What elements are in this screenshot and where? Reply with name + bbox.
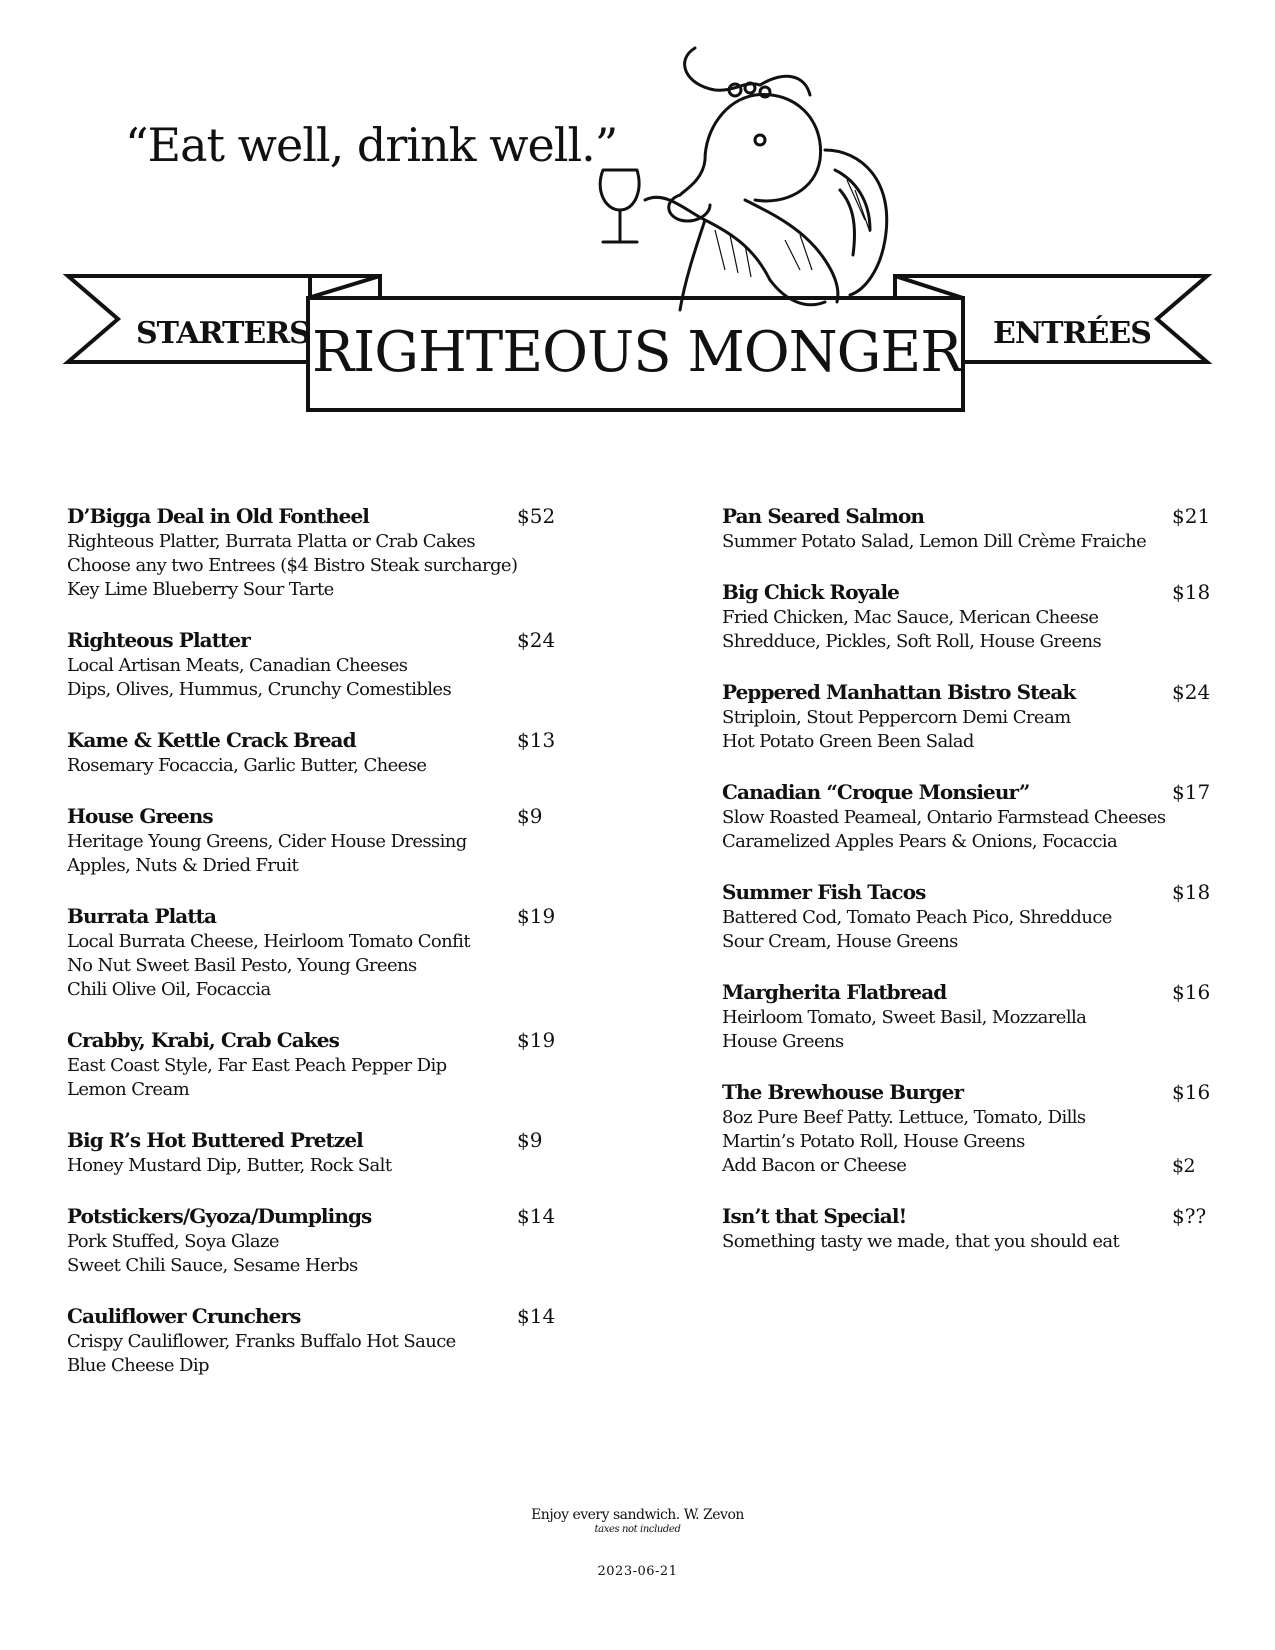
- menu-item: [722, 579, 1212, 654]
- menu-item-description: [722, 906, 1212, 930]
- menu-item-price: $9: [517, 804, 543, 828]
- menu-item-description: [67, 678, 557, 702]
- menu-item-description: [67, 578, 557, 602]
- menu-item-name: Burrata Platta: [67, 904, 217, 928]
- menu-item-header: [67, 503, 557, 530]
- description-text: Rosemary Focaccia, Garlic Butter, Cheese: [67, 755, 427, 776]
- menu-item-header: [722, 979, 1212, 1006]
- menu-item-header: [67, 1027, 557, 1054]
- menu-item-price: $24: [517, 628, 556, 652]
- menu-item-price: $24: [1172, 680, 1211, 704]
- motto-quote: “Eat well, drink well.”: [125, 118, 618, 172]
- menu-item-price: $19: [517, 1028, 556, 1052]
- menu-item-name: Pan Seared Salmon: [722, 504, 925, 528]
- menu-item-header: [67, 1203, 557, 1230]
- description-text: Something tasty we made, that you should eat: [722, 1231, 1120, 1252]
- menu-item: [722, 679, 1212, 754]
- menu-item-description: [67, 1254, 557, 1278]
- menu-item-header: [67, 903, 557, 930]
- menu-item-name: Kame & Kettle Crack Bread: [67, 728, 356, 752]
- description-text: Fried Chicken, Mac Sauce, Merican Cheese: [722, 607, 1099, 628]
- entrees-column: [722, 503, 1212, 1279]
- menu-item-description: [67, 530, 557, 554]
- menu-item-header: [722, 1079, 1212, 1106]
- menu-item-description: [722, 1106, 1212, 1130]
- description-text: Slow Roasted Peameal, Ontario Farmstead Cheeses: [722, 807, 1166, 828]
- menu-header: [0, 0, 1275, 420]
- menu-item-description: [67, 654, 557, 678]
- description-text: No Nut Sweet Basil Pesto, Young Greens: [67, 955, 417, 976]
- description-text: Honey Mustard Dip, Butter, Rock Salt: [67, 1155, 392, 1176]
- menu-item-header: [722, 879, 1212, 906]
- menu-item-description: [722, 1030, 1212, 1054]
- description-text: Shredduce, Pickles, Soft Roll, House Greens: [722, 631, 1102, 652]
- menu-item-description: [722, 606, 1212, 630]
- menu-item-description: [67, 1230, 557, 1254]
- description-text: Pork Stuffed, Soya Glaze: [67, 1231, 279, 1252]
- menu-item-description: [67, 930, 557, 954]
- starters-heading: STARTERS: [136, 316, 310, 351]
- menu-item: [722, 779, 1212, 854]
- menu-item-description: [67, 754, 557, 778]
- menu-item-name: Crabby, Krabi, Crab Cakes: [67, 1028, 339, 1052]
- entrees-heading: ENTRÉES: [993, 316, 1151, 351]
- menu-item-description: [67, 1330, 557, 1354]
- menu-item-name: The Brewhouse Burger: [722, 1080, 964, 1104]
- menu-item-description: [722, 830, 1212, 854]
- description-text: Local Artisan Meats, Canadian Cheeses: [67, 655, 408, 676]
- menu-item: [67, 503, 557, 602]
- menu-item: [67, 1303, 557, 1378]
- menu-item-description: [67, 1154, 557, 1178]
- menu-item-header: [67, 1127, 557, 1154]
- menu-item-header: [722, 503, 1212, 530]
- menu-item-description: [67, 854, 557, 878]
- menu-item-description: [722, 1130, 1212, 1154]
- menu-item: [722, 1203, 1212, 1254]
- description-text: 8oz Pure Beef Patty. Lettuce, Tomato, Dills: [722, 1107, 1086, 1128]
- menu-item-name: Margherita Flatbread: [722, 980, 947, 1004]
- menu-item-header: [67, 727, 557, 754]
- description-text: Martin’s Potato Roll, House Greens: [722, 1131, 1025, 1152]
- menu-item-description: [722, 930, 1212, 954]
- menu-item-description: [67, 954, 557, 978]
- menu-item-price: $14: [517, 1304, 556, 1328]
- menu-item-description: [67, 1354, 557, 1378]
- description-text: Apples, Nuts & Dried Fruit: [67, 855, 299, 876]
- description-text: Caramelized Apples Pears & Onions, Focaccia: [722, 831, 1118, 852]
- starters-column: [67, 503, 557, 1403]
- menu-item-description: [722, 1006, 1212, 1030]
- description-text: Heritage Young Greens, Cider House Dressing: [67, 831, 467, 852]
- menu-item-name: D’Bigga Deal in Old Fontheel: [67, 504, 369, 528]
- description-text: Local Burrata Cheese, Heirloom Tomato Confit: [67, 931, 470, 952]
- menu-item-name: Righteous Platter: [67, 628, 250, 652]
- description-text: Heirloom Tomato, Sweet Basil, Mozzarella: [722, 1007, 1087, 1028]
- menu-item-name: Summer Fish Tacos: [722, 880, 926, 904]
- menu-item-price: $17: [1172, 780, 1211, 804]
- description-text: Sour Cream, House Greens: [722, 931, 958, 952]
- menu-item-header: [722, 579, 1212, 606]
- menu-item-price: $21: [1172, 504, 1211, 528]
- description-text: Lemon Cream: [67, 1079, 190, 1100]
- menu-item-description: [67, 978, 557, 1002]
- footer-quote: Enjoy every sandwich. W. Zevon: [531, 1507, 744, 1523]
- description-text: Key Lime Blueberry Sour Tarte: [67, 579, 334, 600]
- menu-date: 2023-06-21: [597, 1564, 678, 1579]
- menu-item-name: Big R’s Hot Buttered Pretzel: [67, 1128, 363, 1152]
- description-text: House Greens: [722, 1031, 844, 1052]
- menu-item-price: $18: [1172, 880, 1211, 904]
- menu-item-price: $9: [517, 1128, 543, 1152]
- description-text: Crispy Cauliflower, Franks Buffalo Hot Sauce: [67, 1331, 456, 1352]
- menu-item-header: [67, 1303, 557, 1330]
- menu-item-description: [722, 730, 1212, 754]
- menu-item-header: [722, 1203, 1212, 1230]
- menu-item-description: [67, 1054, 557, 1078]
- menu-item-price: $??: [1172, 1204, 1207, 1228]
- addon-price: $2: [1172, 1155, 1195, 1177]
- menu-item-description: [67, 830, 557, 854]
- description-text: Battered Cod, Tomato Peach Pico, Shredduce: [722, 907, 1112, 928]
- menu-item-name: Canadian “Croque Monsieur”: [722, 780, 1030, 804]
- menu-item: [67, 727, 557, 778]
- description-text: Add Bacon or Cheese: [722, 1155, 907, 1176]
- description-text: East Coast Style, Far East Peach Pepper Dip: [67, 1055, 447, 1076]
- menu-item: [67, 627, 557, 702]
- menu-item-price: $16: [1172, 1080, 1211, 1104]
- menu-item-name: Cauliflower Crunchers: [67, 1304, 301, 1328]
- description-text: Choose any two Entrees ($4 Bistro Steak surcharge): [67, 555, 518, 576]
- menu-item-price: $19: [517, 904, 556, 928]
- menu-item-name: Peppered Manhattan Bistro Steak: [722, 680, 1076, 704]
- menu-item-description: [722, 530, 1212, 554]
- description-text: Sweet Chili Sauce, Sesame Herbs: [67, 1255, 358, 1276]
- description-text: Hot Potato Green Been Salad: [722, 731, 974, 752]
- menu-item-header: [722, 779, 1212, 806]
- menu-item-name: Big Chick Royale: [722, 580, 899, 604]
- description-text: Summer Potato Salad, Lemon Dill Crème Fraiche: [722, 531, 1147, 552]
- menu-item-price: $16: [1172, 980, 1211, 1004]
- menu-item-price: $52: [517, 504, 556, 528]
- menu-item: [722, 879, 1212, 954]
- menu-item: [67, 1203, 557, 1278]
- menu-item-name: Isn’t that Special!: [722, 1204, 907, 1228]
- menu-item: [67, 803, 557, 878]
- menu-item: [722, 503, 1212, 554]
- menu-item: [67, 1027, 557, 1102]
- winged-pig-with-wine-glass-icon: [585, 40, 930, 330]
- menu-item-description: [722, 706, 1212, 730]
- menu-item: [722, 979, 1212, 1054]
- menu-item-description: [67, 1078, 557, 1102]
- description-text: Chili Olive Oil, Focaccia: [67, 979, 271, 1000]
- menu-item-name: Potstickers/Gyoza/Dumplings: [67, 1204, 372, 1228]
- menu-item-description: [722, 1230, 1212, 1254]
- description-text: Striploin, Stout Peppercorn Demi Cream: [722, 707, 1071, 728]
- description-text: Dips, Olives, Hummus, Crunchy Comestibles: [67, 679, 452, 700]
- menu-item: [67, 1127, 557, 1178]
- menu-item-description: [722, 806, 1212, 830]
- menu-item-header: [67, 803, 557, 830]
- menu-item-name: House Greens: [67, 804, 213, 828]
- menu-item: [722, 1079, 1212, 1178]
- menu-item-price: $13: [517, 728, 556, 752]
- menu-item-price: $18: [1172, 580, 1211, 604]
- menu-item: [67, 903, 557, 1002]
- menu-item-price: $14: [517, 1204, 556, 1228]
- menu-item-description: [722, 630, 1212, 654]
- menu-item-header: [722, 679, 1212, 706]
- taxes-note: taxes not included: [594, 1524, 681, 1535]
- menu-item-description: [67, 554, 557, 578]
- menu-item-description: [722, 1154, 1212, 1178]
- description-text: Blue Cheese Dip: [67, 1355, 209, 1376]
- restaurant-name: RIGHTEOUS MONGER: [312, 320, 962, 385]
- menu-item-header: [67, 627, 557, 654]
- description-text: Righteous Platter, Burrata Platta or Crab Cakes: [67, 531, 476, 552]
